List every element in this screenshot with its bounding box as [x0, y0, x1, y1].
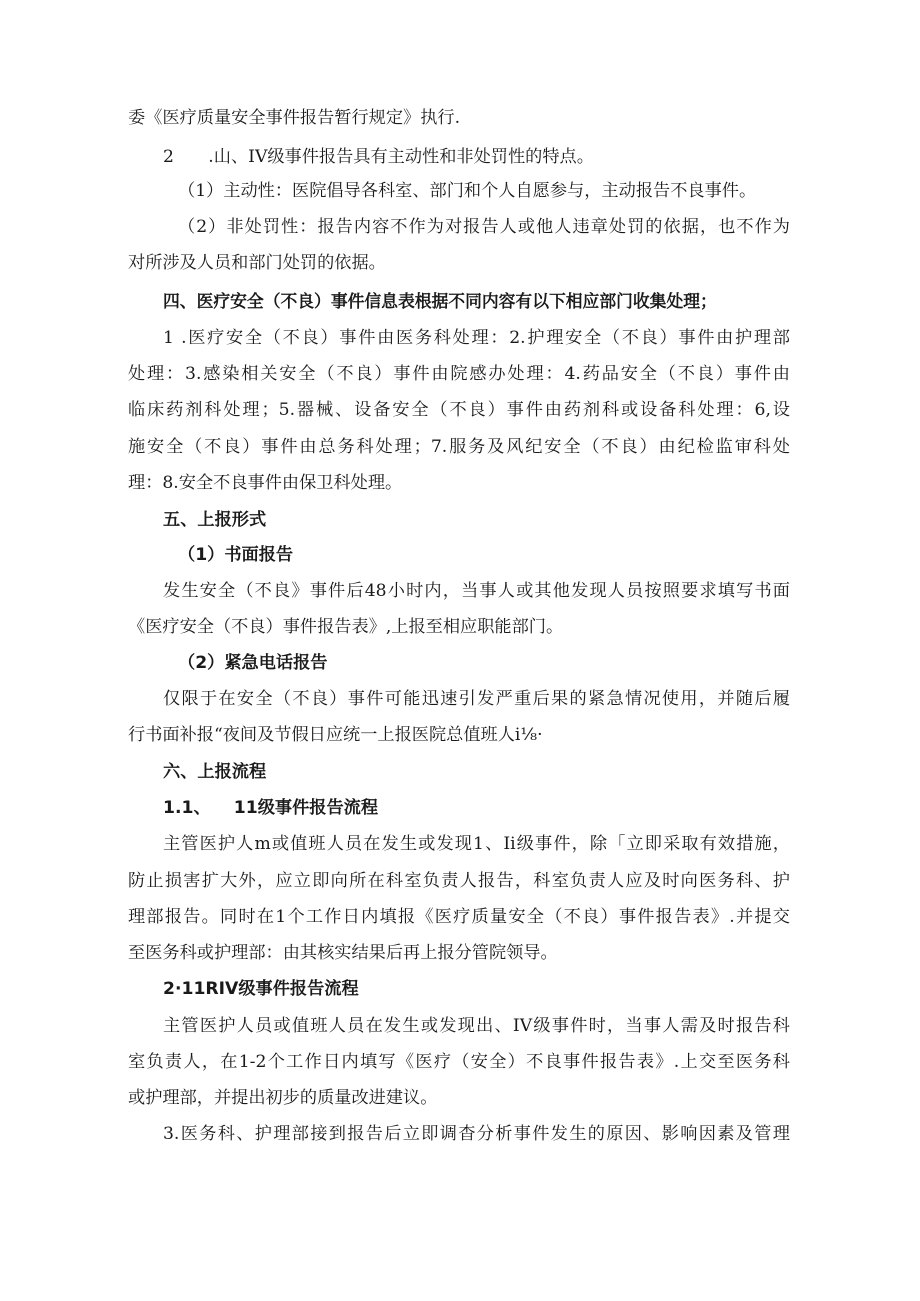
text-line: 3.医务科、护理部接到报告后立即调杳分析事件发生的原因、影响因素及管理	[163, 1124, 790, 1144]
text-line: 发生安全（不良》事件后48小时内，当事人或其他发现人员按照要求填写书面	[163, 581, 790, 601]
section-heading: 五、上报形式	[163, 510, 267, 530]
text-line: 对所涉及人员和部门处罚的依据。	[128, 253, 386, 273]
text-line: 临床药剂科处理；5.器械、设备安全（不良）事件由药剂科或设备科处理：6,设	[128, 400, 790, 420]
subsection-heading: （1）书面报告	[178, 545, 294, 565]
text-line: 室负责人，在1-2个工作日内填写《医疗（安全）不良事件报告表》.上交至医务科	[128, 1052, 790, 1072]
subsection-heading: 2·11RIV级事件报告流程	[163, 979, 359, 999]
text-line: 防止损害扩大外，应立即向所在科室负责人报告，科室负责人应及时向医务科、护	[128, 871, 790, 891]
text-line: 仅限于在安全（不良）事件可能迅速引发严重后果的紧急情况使用，并随后履	[163, 689, 790, 709]
text-line: 2 .山、IV级事件报告具有主动性和非处罚性的特点。	[163, 147, 594, 167]
text-line: 至医务科或护理部：由其核实结果后再上报分管院领导。	[128, 943, 558, 963]
section-heading: 四、医疗安全（不良）事件信息表根据不同内容有以下相应部门收集处理；	[163, 291, 717, 311]
text-line: 理部报告。同时在1个工作日内填报《医疗质量安全（不良）事件报告表》.并提交	[128, 907, 790, 927]
text-line: 主管医护人员或值班人员在发生或发现出、IV级事件时，当事人需及时报告科	[163, 1016, 790, 1036]
section-heading: 六、上报流程	[163, 762, 267, 782]
text-line: 1 .医疗安全（不良）事件由医务科处理：2.护理安全（不良）事件由护理部	[163, 328, 790, 348]
text-line: 处理：3.感染相关安全（不良）事件由院感办处理：4.药品安全（不良）事件由	[128, 364, 790, 384]
text-line: （2）非处罚性：报告内容不作为对报告人或他人违章处罚的依据，也不作为	[178, 217, 790, 237]
text-line: 理：8.安全不良事件由保卫科处理。	[128, 473, 403, 493]
text-line: 主管医护人m或值班人员在发生或发现1、Ii级事件，除「立即采取有效措施，	[163, 834, 790, 854]
subsection-heading: （2）紧急电话报告	[178, 653, 328, 673]
text-line: （1）主动性：医院倡导各科室、部门和个人自愿参与，主动报告不良事件。	[178, 181, 757, 201]
text-line: 《医疗安全（不良）事件报告表》,上报至相应职能部门。	[128, 617, 564, 637]
text-line: 行书面补报“夜间及节假日应统一上报医院总值班人i⅛·	[128, 725, 543, 745]
text-line: 施安全（不良）事件由总务科处理；7.服务及风纪安全（不良）由纪检监审科处	[128, 437, 790, 457]
subsection-heading: 1.1、 11级事件报告流程	[163, 798, 379, 818]
text-line: 或护理部，并提出初步的质量改进建议。	[128, 1088, 438, 1108]
text-line: 委《医疗质量安全事件报告暂行规定》执行.	[128, 108, 461, 128]
